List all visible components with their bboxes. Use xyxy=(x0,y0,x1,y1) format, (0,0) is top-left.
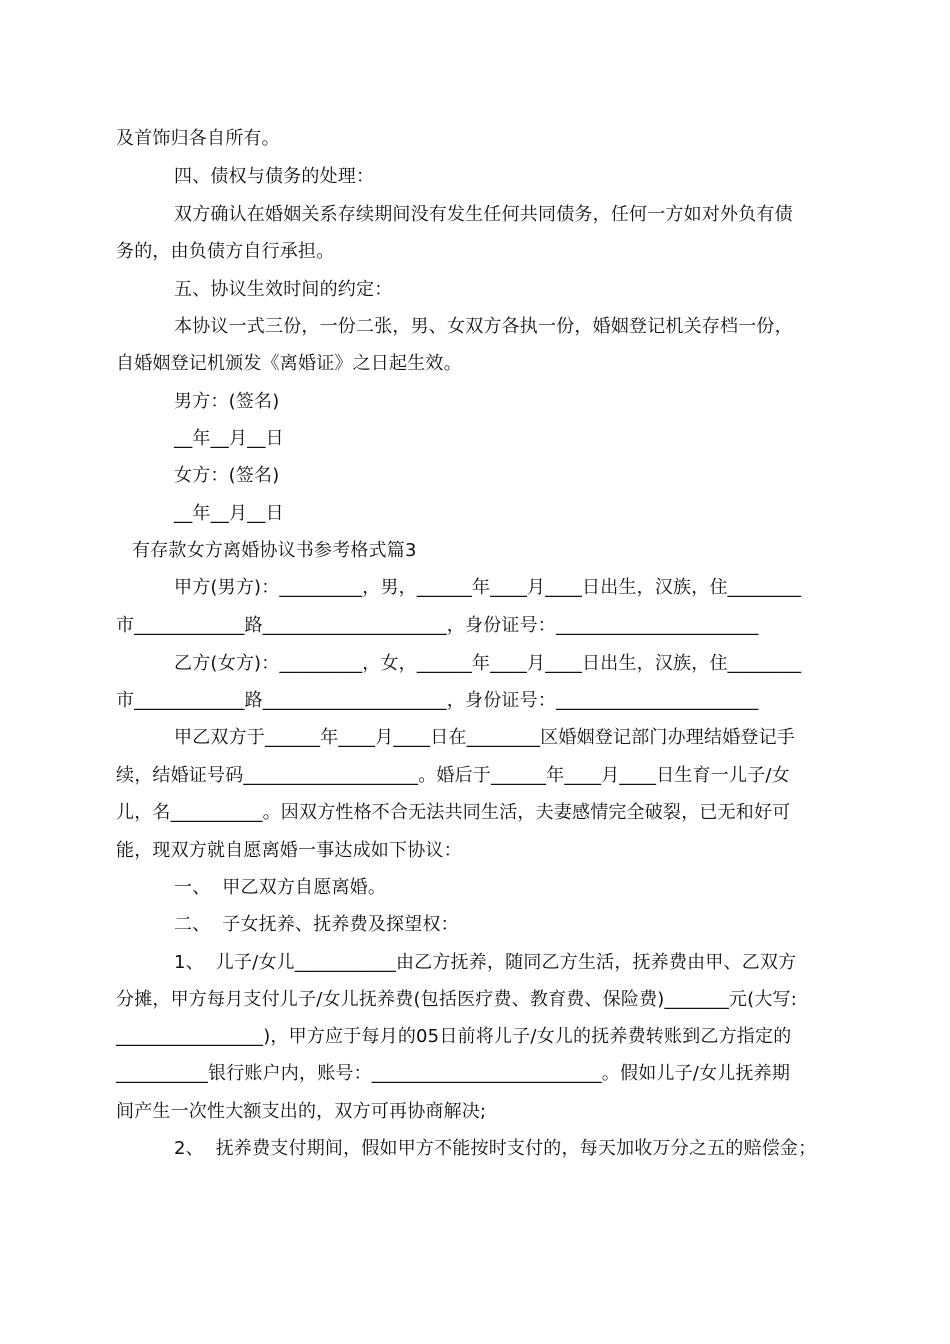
child-support-line-2: 分摊，甲方每月支付儿子/女儿抚养费(包括医疗费、教育费、保险费)_______元(大写: xyxy=(116,989,797,1010)
party-a-line-1: 甲方(男方)：_________，男，______年____月____日出生，汉族，住________ xyxy=(174,577,802,598)
text-line-7: 自婚姻登记机颁发《离婚证》之日起生效。 xyxy=(116,353,462,374)
text-line-3: 双方确认在婚姻关系存续期间没有发生任何共同债务，任何一方如对外负有债 xyxy=(174,204,793,225)
marriage-line-4: 能，现双方就自愿离婚一事达成如下协议： xyxy=(116,840,462,861)
male-date-line: __年__月__日 xyxy=(174,428,284,449)
marriage-line-1: 甲乙双方于______年____月____日在________区婚姻登记部门办理结婚登记手 xyxy=(174,727,795,748)
text-line-4: 务的，由负债方自行承担。 xyxy=(116,241,335,262)
late-payment-line: 2、 抚养费支付期间，假如甲方不能按时支付的，每天加收万分之五的赔偿金； xyxy=(174,1138,817,1159)
party-a-line-2: 市____________路____________________，身份证号：______________________ xyxy=(116,615,759,636)
male-signature-line: 男方：(签名) xyxy=(174,391,280,412)
section-heading-debts: 四、债权与债务的处理： xyxy=(174,166,375,187)
section-heading-effective-time: 五、协议生效时间的约定： xyxy=(174,279,393,300)
female-date-line: __年__月__日 xyxy=(174,503,284,524)
female-signature-line: 女方：(签名) xyxy=(174,465,280,486)
child-support-line-1: 1、 儿子/女儿___________由乙方抚养，随同乙方生活，抚养费由甲、乙双方 xyxy=(174,952,797,973)
marriage-line-3: 儿，名__________。因双方性格不合无法共同生活，夫妻感情完全破裂，已无和好可 xyxy=(116,802,791,823)
text-line-6: 本协议一式三份，一份二张，男、女双方各执一份，婚姻登记机关存档一份， xyxy=(174,316,793,337)
text-line-1: 及首饰归各自所有。 xyxy=(116,128,280,149)
clause-1: 一、 甲乙双方自愿离婚。 xyxy=(174,877,387,898)
child-support-line-4: __________银行账户内，账号：_________________________。假如儿子/女儿抚养期 xyxy=(116,1063,791,1084)
clause-2-heading: 二、 子女抚养、抚养费及探望权： xyxy=(174,914,459,935)
child-support-line-3: ________________)，甲方应于每月的05日前将儿子/女儿的抚养费转账到乙方指定的 xyxy=(116,1026,792,1047)
child-support-line-5: 间产生一次性大额支出的，双方可再协商解决; xyxy=(116,1101,487,1122)
party-b-line-1: 乙方(女方)：_________，女，______年____月____日出生，汉族，住________ xyxy=(174,653,802,674)
marriage-line-2: 续，结婚证号码___________________。婚后于______年____月____日生育一儿子/女 xyxy=(116,765,790,786)
party-b-line-2: 市____________路____________________，身份证号：______________________ xyxy=(116,690,759,711)
document-title: 有存款女方离婚协议书参考格式篇3 xyxy=(132,540,417,561)
